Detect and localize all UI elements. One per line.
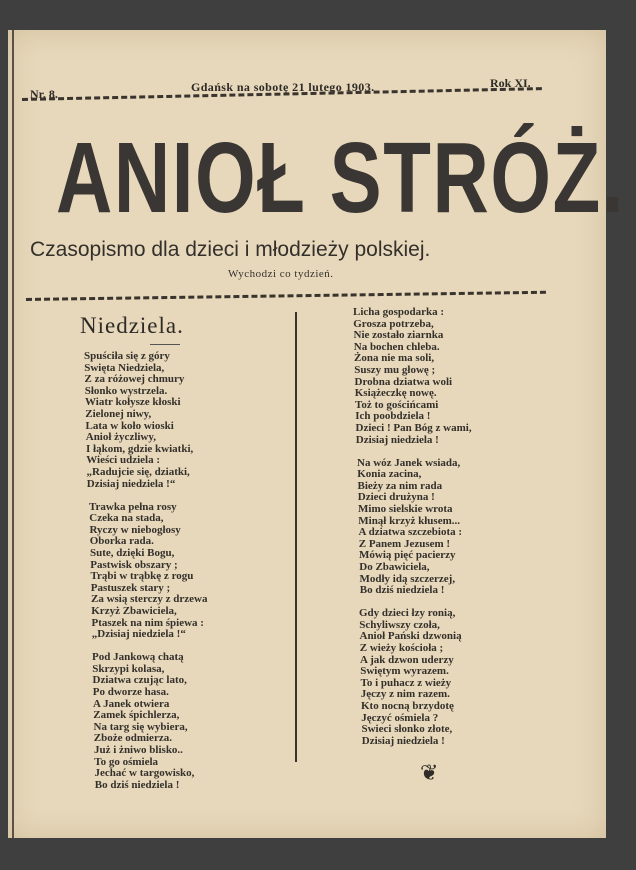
poem-line: To i puhacz z wieży: [360, 676, 452, 689]
poem-line: Na targ się wybiera,: [93, 720, 188, 733]
poem-line: Za wsią sterczy z drzewa: [91, 593, 208, 606]
poem-line: Dzieci ! Pan Bóg z wami,: [355, 421, 472, 434]
poem-line: Bo dziś niedziela !: [359, 584, 445, 597]
poem-line: Lata w koło wioski: [85, 419, 174, 432]
poem-line: Nie zostało ziarnka: [353, 329, 444, 342]
poem-line: Pastuszek stary ;: [90, 581, 171, 594]
poem-line: Czeka na stada,: [89, 512, 164, 525]
poem-line: Bieży za nim rada: [357, 479, 443, 492]
poem-line: Mimo sielskie wrota: [358, 503, 453, 515]
poem-line: Minął krzyż kłusem...: [358, 514, 460, 527]
poem-line: Ptaszek na nim śpiewa :: [91, 616, 204, 629]
poem-line: Dziatwa czując lato,: [92, 674, 187, 687]
poem-right-column: [353, 307, 472, 759]
poem-line: Po dworze hasa.: [92, 686, 169, 699]
stanza: [353, 307, 472, 446]
poem-line: Już i żniwo blisko..: [94, 744, 183, 756]
masthead-rule: [26, 291, 546, 301]
stanza: [84, 502, 207, 641]
poem-line: Jęczyć ośmiela ?: [361, 711, 439, 724]
stanza: [84, 351, 207, 490]
poem-line: Na wóz Janek wsiada,: [357, 456, 461, 469]
poem-line: Pod Jankową chatą: [92, 651, 184, 664]
stanza: [353, 608, 472, 747]
poem-line: Książeczkę nowę.: [354, 387, 437, 400]
poem-line: Schyliwszy czoła,: [359, 618, 440, 631]
poem-line: Kto nocną brzydotę: [361, 700, 454, 712]
poem-line: Wiatr kołysze kłoski: [85, 396, 181, 409]
publication-frequency: Wychodzi co tydzień.: [228, 268, 334, 280]
poem-line: A jak dzwon uderzy: [360, 653, 454, 666]
poem-line: Dzieci drużyna !: [357, 491, 435, 504]
poem-line: Na bochen chleba.: [353, 340, 440, 353]
poem-line: Wieści udziela :: [86, 454, 160, 467]
poem-line: Jechać w targowisko,: [94, 767, 195, 780]
poem-line: Zamek śpichlerza,: [93, 709, 180, 722]
poem-line: Jęczy z nim razem.: [360, 688, 450, 701]
poem-line: Mówią pięć pacierzy: [359, 549, 456, 562]
poem-line: Pastwisk obszary ;: [90, 558, 178, 571]
poem-line: Bo dziś niedziela !: [94, 778, 180, 791]
issue-number: Nr. 8.: [30, 87, 58, 101]
newspaper-page: [8, 30, 626, 838]
poem-line: Oborka rada.: [89, 535, 154, 548]
poem-line: Gdy dzieci łzy ronią,: [359, 607, 456, 620]
poem-line: To go ośmiela: [94, 755, 159, 768]
poem-line: Swięta Niedziela,: [84, 361, 165, 374]
poem-line: Zielonej niwy,: [85, 407, 152, 420]
page-binding-edge: [12, 30, 14, 838]
poem-line: I łąkom, gdzie kwiatki,: [86, 442, 194, 455]
poem-line: Do Zbawiciela,: [359, 560, 430, 573]
poem-line: Sute, dzięki Bogu,: [90, 547, 175, 559]
column-divider: [295, 312, 297, 762]
poem-line: „Dzisiaj niedziela !“: [91, 628, 186, 641]
poem-line: Dzisiaj niedziela !: [361, 734, 445, 747]
poem-line: Konia zacina,: [357, 468, 422, 481]
poem-line: Anioł życzliwy,: [85, 431, 157, 444]
poem-line: Krzyż Zbawiciela,: [91, 604, 177, 617]
poem-line: Swieci słonko złote,: [361, 723, 453, 736]
masthead-subtitle: Czasopismo dla dzieci i młodzieży polskiej.: [30, 238, 431, 261]
poem-line: Słonko wystrzela.: [84, 384, 168, 397]
poem-line: Z Panem Jezusem !: [358, 537, 451, 550]
poem-line: Z wieży kościoła ;: [359, 642, 444, 655]
volume-number: Rok XI.: [490, 76, 531, 90]
poem-line: Dzisiaj niedziela !: [355, 433, 439, 446]
poem-line: Z za różowej chmury: [84, 373, 185, 386]
poem-line: Ich poobdziela !: [355, 410, 431, 423]
stanza: [353, 458, 472, 597]
poem-line: Trąbi w trąbkę z rogu: [90, 570, 194, 583]
poem-line: Drobna dziatwa woli: [354, 375, 453, 388]
poem-line: Dzisiaj niedziela !“: [86, 477, 176, 490]
poem-line: Suszy mu głowę ;: [354, 363, 436, 376]
title-dash: [150, 344, 180, 345]
poem-line: Grosza potrzeba,: [353, 317, 434, 330]
poem-line: Żona nie ma soli,: [354, 352, 435, 365]
poem-line: Zboże odmierza.: [93, 732, 172, 745]
poem-line: „Radujcie się, dziatki,: [86, 465, 190, 478]
poem-line: Trawka pełna rosy: [89, 500, 177, 513]
poem-left-column: [84, 351, 207, 803]
poem-line: Licha gospodarka :: [353, 306, 445, 318]
poem-line: Swiętym wyrazem.: [360, 665, 449, 678]
poem-line: A dziatwa szczebiota :: [358, 526, 463, 539]
poem-line: Ryczy w niebogłosy: [89, 523, 181, 536]
masthead-title: ANIOŁ STRÓŻ.: [56, 122, 626, 234]
poem-title: Niedziela.: [80, 313, 184, 338]
poem-line: Toż to gościńcami: [355, 398, 439, 411]
poem-line: Modły idą szczerzej,: [359, 572, 456, 585]
floral-ornament-icon: ❦: [420, 760, 439, 785]
poem-line: Spuściła się z góry: [84, 350, 170, 362]
stanza: [84, 652, 207, 791]
poem-line: A Janek otwiera: [93, 697, 170, 710]
poem-line: Skrzypi kolasa,: [92, 662, 165, 675]
poem-line: Anioł Pański dzwonią: [359, 630, 462, 643]
dateline: Gdańsk na sobotę 21 lutego 1903.: [191, 80, 375, 94]
